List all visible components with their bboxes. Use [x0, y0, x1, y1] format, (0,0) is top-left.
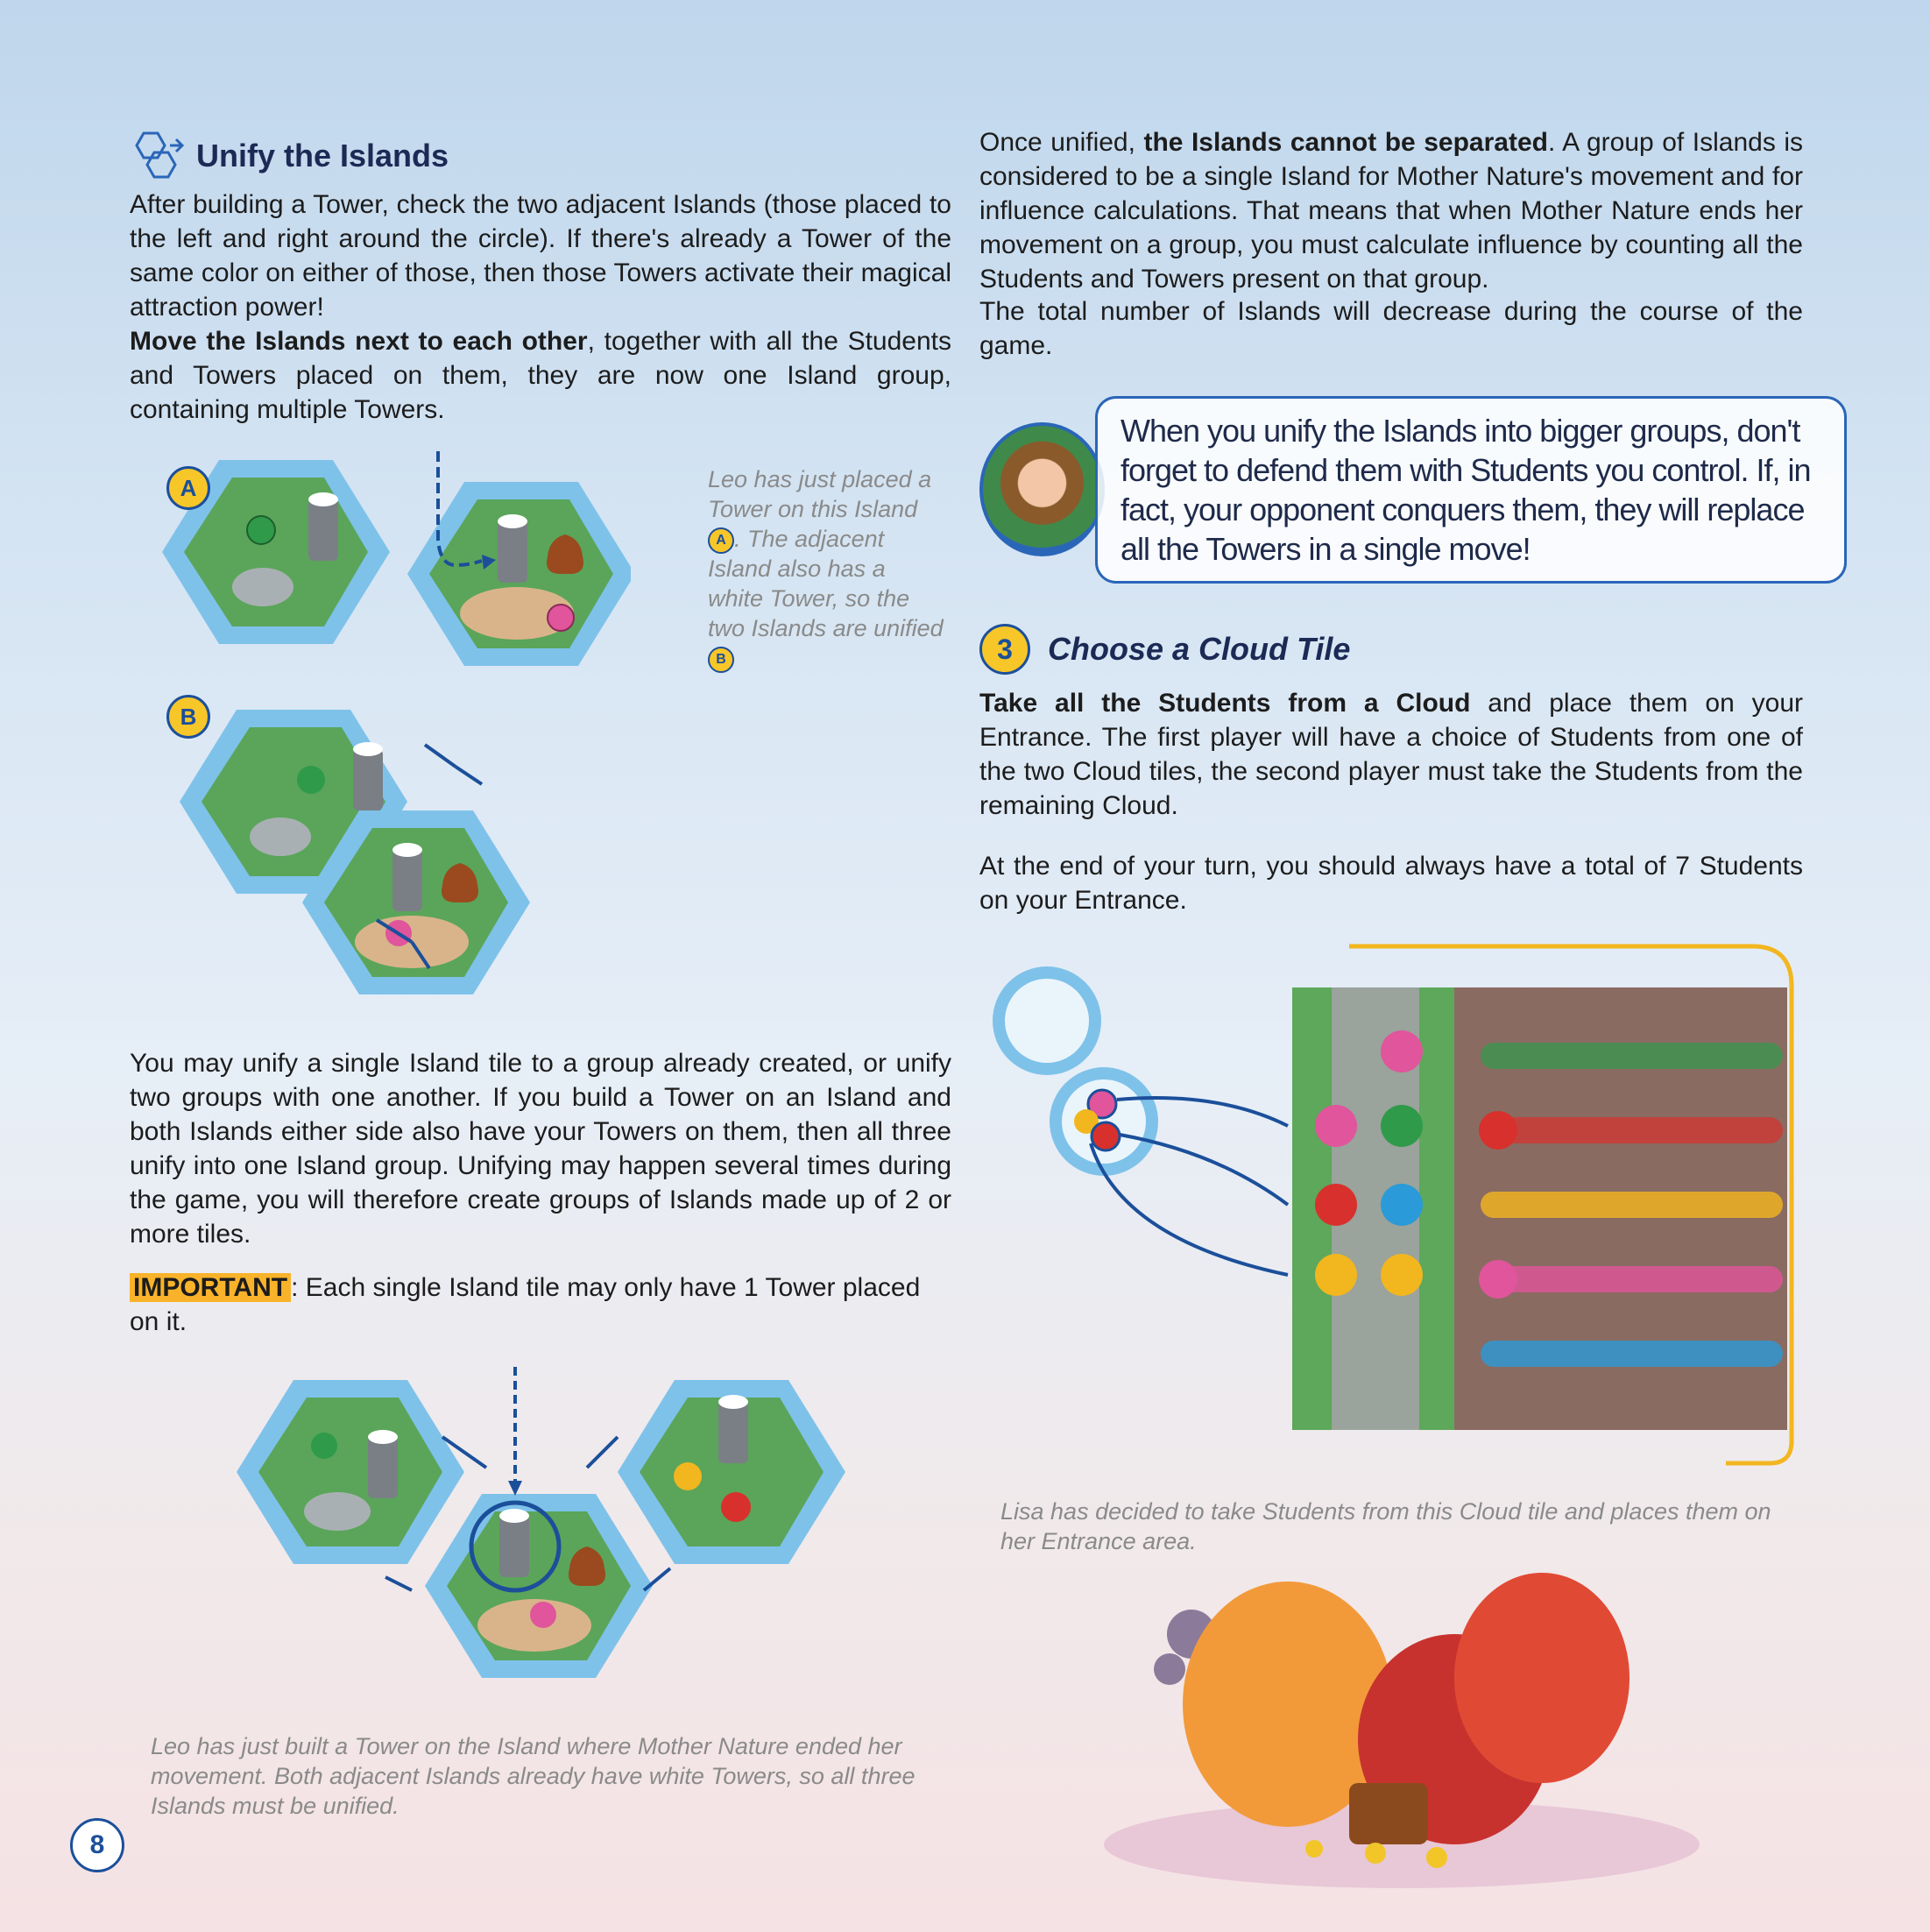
label-b-badge: B — [166, 695, 210, 739]
unified-paragraph — [979, 125, 1803, 296]
mother-nature-avatar — [979, 422, 1105, 556]
unified-rest: . A group of Islands is considered to be a single Island for Mother Nature's movement and for influence calculations. That means that when Mother Nature ends her movement on a group, you must calculate influence by counting all the Students and Towers present on that group. — [979, 128, 1803, 294]
caption-part-2: . The adjacent Island also has a white Tower, so the two Islands are unified — [708, 526, 944, 641]
section-header — [128, 130, 449, 182]
unified-start: Once unified, — [979, 128, 1144, 157]
school-board-illustration — [990, 942, 1796, 1468]
caption-unify-example — [708, 464, 944, 673]
caption-three-islands: Leo has just built a Tower on the Island where Mother Nature ended her movement. Both adjacent Islands already have white Towers, so all three Islands must be unified. — [151, 1733, 916, 1819]
dragons-illustration — [1086, 1555, 1717, 1893]
label-a-badge: A — [166, 466, 210, 510]
caption-badge-a: A — [708, 527, 734, 554]
island-a-right — [407, 482, 631, 666]
page-number: 8 — [70, 1818, 124, 1872]
caption-cloud-choice: Lisa has decided to take Students from this Cloud tile and places them on her Entrance area. — [1000, 1498, 1771, 1554]
unified-bold: the Islands cannot be separated — [1143, 128, 1548, 157]
tip-box: When you unify the Islands into bigger groups, don't forget to defend them with Students you control. If, in fact, your opponent conquers them, they will replace all the Towers in a single move! — [1095, 396, 1847, 584]
unify-paragraph-2 — [130, 324, 951, 427]
important-rest: : Each single Island tile may only have 1 Tower placed on it. — [130, 1273, 921, 1336]
islands-decrease-paragraph: The total number of Islands will decrease during the course of the game. — [979, 297, 1803, 360]
islands-icon — [128, 130, 189, 182]
unify-paragraph-3: You may unify a single Island tile to a group already created, or unify two groups with one another. If you build a Tower on an Island and both Islands either side also have your Towers on them, then all three unify into one Island group. Unifying may happen several times during the game, you will therefore create groups of Islands made up of 2 or more tiles. — [130, 1049, 951, 1249]
end-of-turn-paragraph: At the end of your turn, you should always have a total of 7 Students on your Entrance. — [979, 852, 1803, 915]
step-header — [979, 624, 1350, 675]
unify-paragraph-1: After building a Tower, check the two adjacent Islands (those placed to the left and right around the circle). If there's already a Tower of the same color on either of those, then those Towers activate their magical attraction power! — [130, 190, 951, 322]
important-label: IMPORTANT — [130, 1273, 291, 1302]
take-students-paragraph — [979, 686, 1803, 823]
three-islands-illustration — [232, 1362, 845, 1700]
important-paragraph — [130, 1270, 951, 1339]
island-group-b — [180, 710, 530, 994]
section-title: Unify the Islands — [196, 138, 449, 173]
take-students-bold: Take all the Students from a Cloud — [979, 689, 1471, 718]
caption-badge-b: B — [708, 647, 734, 673]
caption-part-1: Leo has just placed a Tower on this Island — [708, 466, 932, 522]
move-islands-rest: , together with all the Students and Towers placed on them, they are now one Island group, containing multiple Towers. — [130, 327, 951, 424]
step-number-badge: 3 — [979, 624, 1030, 675]
step-title: Choose a Cloud Tile — [1048, 631, 1351, 667]
take-students-rest: and place them on your Entrance. The first player will have a choice of Students from one of the two Cloud tiles, the second player must take the Students from the remaining Cloud. — [979, 689, 1803, 820]
move-islands-bold: Move the Islands next to each other — [130, 327, 588, 356]
unify-illustration — [158, 442, 631, 1003]
